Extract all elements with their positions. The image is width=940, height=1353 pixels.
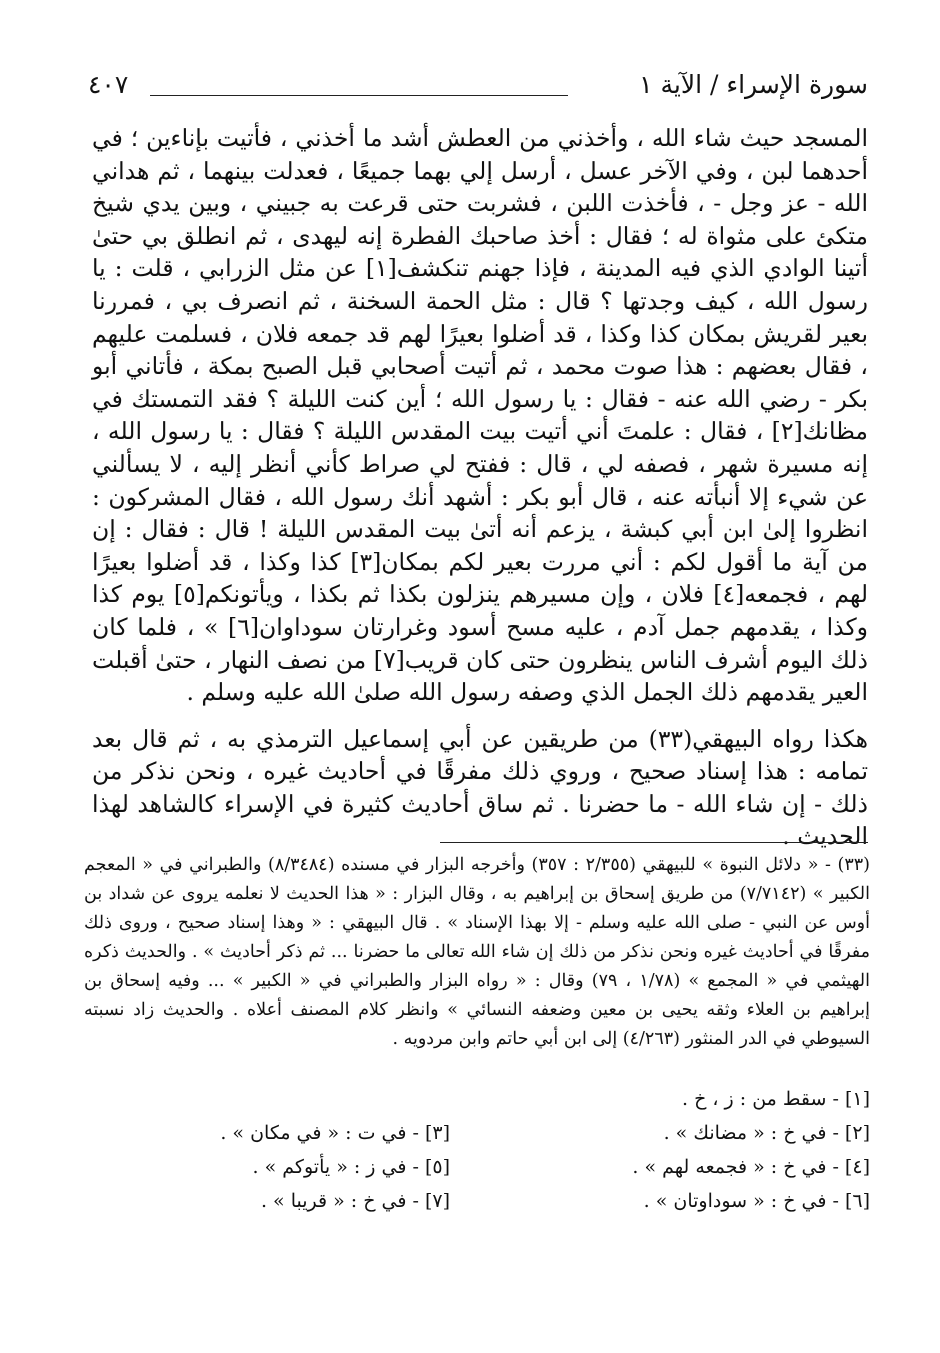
page-header — [88, 68, 868, 108]
footnote-33: (٣٣) - « دلائل النبوة » للبيهقي (٢/٣٥٥ : ٣٥٧) وأخرجه البزار في مسنده (٨/٣٤٨٤) والطبراني في « المعجم الكبير » (٧/٧١٤٢) من طريق إسحاق بن إبراهيم به ، وقال البزار : « هذا الحديث لا نعلمه يروى عن شداد بن أوس عن النبي - صلى الله عليه وسلم - إلا بهذا الإسناد » . قال البيهقي : « وهذا إسناد صحيح ، وروى ذلك مفرقًا في أحاديث غيره ونحن نذكر من ذلك إن شاء الله تعالى ما حضرنا ... ثم ذكر أحاديث » . والحديث ذكره الهيثمي في « المجمع » (١/٧٨ ، ٧٩) وقال : « رواه البزار والطبراني في « الكبير » ... وفيه إسحاق بن إبراهيم بن العلاء وثقه يحيى بن معين وضعفه النسائي » وانظر كلام المصنف أعلاه . والحديث زاد نسبته السيوطي في الدر المنثور (٤/٢٦٣) إلى ابن أبي حاتم وابن مردويه . — [84, 855, 870, 1049]
note-2: [٢] - في خ : « مضانك » . — [663, 1122, 870, 1144]
manuscript-notes — [150, 1088, 870, 1224]
note-1: [١] - سقط من : ز ، خ . — [681, 1088, 870, 1110]
commentary-paragraph: هكذا رواه البيهقي(٣٣) من طريقين عن أبي إسماعيل الترمذي به ، ثم قال بعد تمامه : هذا إسناد صحيح ، وروي ذلك مفرقًا في أحاديث غيره ، ونحن نذكر من ذلك - إن شاء الله - ما حضرنا . ثم ساق أحاديث كثيرة في الإسراء كالشاهد لهذا الحديث . — [92, 724, 868, 851]
note-6: [٦] - في خ : « سوداوتان » . — [643, 1190, 870, 1212]
footnote-separator — [440, 842, 868, 843]
note-row — [150, 1088, 870, 1122]
page-number: ٤٠٧ — [88, 70, 129, 99]
note-row — [150, 1190, 870, 1224]
note-5: [٥] - في ز : « يأتوكم » . — [252, 1156, 450, 1178]
note-row — [150, 1156, 870, 1190]
main-text — [92, 122, 868, 853]
note-7: [٧] - في خ : « قريبا » . — [260, 1190, 450, 1212]
hadith-paragraph: المسجد حيث شاء الله ، وأخذني من العطش أشد ما أخذني ، فأتيت بإناءين ؛ في أحدهما لبن ، وفي الآخر عسل ، أرسل إلي بهما جميعًا ، فعدلت بينهما ، ثم هداني الله - عز وجل - ، فأخذت اللبن ، فشربت حتى قرعت به جبيني ، وبين يدي شيخ متكئ على مثواة له ؛ فقال : أخذ صاحبك الفطرة إنه ليهدى ، ثم انطلق بي حتىٰ أتينا الوادي الذي فيه المدينة ، فإذا جهنم تنكشف[١] عن مثل الزرابي ، قلت : يا رسول الله ، كيف وجدتها ؟ قال : مثل الحمة السخنة ، ثم انصرف بي ، فمررنا بعير لقريش بمكان كذا وكذا ، قد أضلوا بعيرًا لهم قد جمعه فلان ، فسلمت عليهم ، فقال بعضهم : هذا صوت محمد ، ثم أتيت أصحابي قبل الصبح بمكة ، فأتاني أبو بكر - رضي الله عنه - فقال : يا رسول الله ؛ أين كنت الليلة ؟ فقد التمستك في مظانك[٢] ، فقال : علمتَ أني أتيت بيت المقدس الليلة ؟ فقال : يا رسول الله ، إنه مسيرة شهر ، فصفه لي ، قال : ففتح لي صراط كأني أنظر إليه ، لا يسألني عن شيء إلا أنبأته عنه ، قال أبو بكر : أشهد أنك رسول الله ، فقال المشركون : انظروا إلىٰ ابن أبي كبشة ، يزعم أنه أتىٰ بيت المقدس الليلة ! قال : فقال : إن من آية ما أقول لكم : أني مررت بعير لكم بمكان[٣] كذا وكذا ، قد أضلوا بعيرًا لهم ، فجمعه[٤] فلان ، وإن مسيرهم ينزلون بكذا ثم بكذا ، ويأتونكم[٥] يوم كذا وكذا ، يقدمهم جمل آدم ، عليه مسح أسود وغرارتان سوداوان[٦] » ، فلما كان ذلك اليوم أشرف الناس ينظرون حتى كان قريب[٧] من نصف النهار ، حتىٰ أقبلت العير يقدمهم ذلك الجمل الذي وصفه رسول الله صلىٰ الله عليه وسلم . — [92, 124, 869, 707]
running-title: سورة الإسراء / الآية ١ — [639, 70, 868, 99]
note-row — [150, 1122, 870, 1156]
header-rule — [150, 95, 568, 96]
note-4: [٤] - في خ : « فجمعه لهم » . — [632, 1156, 870, 1178]
note-3: [٣] - في ت : « في مكان » . — [220, 1122, 450, 1144]
